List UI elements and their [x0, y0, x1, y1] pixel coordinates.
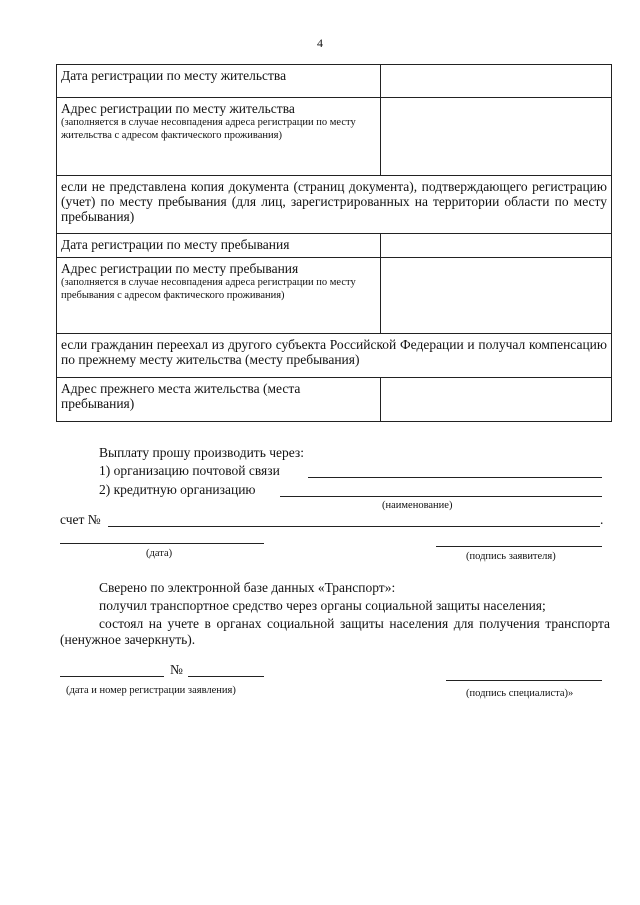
payment-option-bank: 2) кредитную организацию [99, 482, 256, 497]
registration-table [56, 64, 612, 422]
payment-heading: Выплату прошу производить через: [99, 445, 304, 460]
reg-stay-date-label: Дата регистрации по месту пребывания [57, 234, 381, 258]
reg-residence-address-field[interactable] [381, 98, 612, 176]
reg-stay-address-label [57, 258, 381, 334]
reg-stay-address-field[interactable] [381, 258, 612, 334]
registration-number-line[interactable] [188, 676, 264, 677]
applicant-signature-caption: (подпись заявителя) [466, 551, 556, 562]
applicant-signature-line[interactable] [436, 546, 602, 547]
reg-residence-address-note: (заполняется в случае несовпадения адреса регистрации по месту жительства с адресом фактического проживания) [61, 117, 356, 141]
payment-option-post: 1) организацию почтовой связи [99, 463, 280, 478]
specialist-signature-line[interactable] [446, 680, 602, 681]
bank-name-input-line[interactable] [280, 496, 602, 497]
prev-address-field[interactable] [381, 378, 612, 422]
number-sign: № [170, 662, 183, 677]
reg-residence-date-field[interactable] [381, 65, 612, 98]
date-input-line[interactable] [60, 543, 264, 544]
reg-residence-address-label [57, 98, 381, 176]
moved-condition-note: если гражданин переехал из другого субъекта Российской Федерации и получал компенсацию по прежнему месту жительства (месту пребывания) [57, 334, 612, 378]
account-line-period: . [600, 512, 604, 527]
specialist-signature-caption: (подпись специалиста)» [466, 688, 574, 699]
post-org-input-line[interactable] [308, 477, 602, 478]
registration-date-line[interactable] [60, 676, 164, 677]
verification-line-1: Сверено по электронной базе данных «Транспорт»: [99, 580, 396, 595]
page-number: 4 [317, 36, 323, 50]
account-label: счет № [60, 512, 101, 527]
stay-condition-note: если не представлена копия документа (страниц документа), подтверждающего регистрацию (учет) по месту пребывания (для лиц, зарегистрированных на территории области по месту пребывания) [57, 176, 612, 234]
date-caption: (дата) [146, 548, 173, 559]
reg-stay-date-field[interactable] [381, 234, 612, 258]
reg-residence-date-label: Дата регистрации по месту жительства [57, 65, 381, 98]
registration-caption: (дата и номер регистрации заявления) [66, 685, 236, 696]
reg-stay-address-text: Адрес регистрации по месту пребывания [61, 261, 299, 276]
account-number-input-line[interactable] [108, 526, 600, 527]
verification-line-3: состоял на учете в органах социальной защиты населения для получения транспорта (ненужное зачеркнуть). [60, 616, 610, 647]
bank-name-caption: (наименование) [382, 500, 453, 511]
reg-residence-address-text: Адрес регистрации по месту жительства [61, 101, 295, 116]
prev-address-label: Адрес прежнего места жительства (места пребывания) [57, 378, 381, 422]
reg-stay-address-note: (заполняется в случае несовпадения адреса регистрации по месту пребывания с адресом фактического проживания) [61, 277, 356, 301]
verification-line-2: получил транспортное средство через органы социальной защиты населения; [99, 598, 546, 613]
